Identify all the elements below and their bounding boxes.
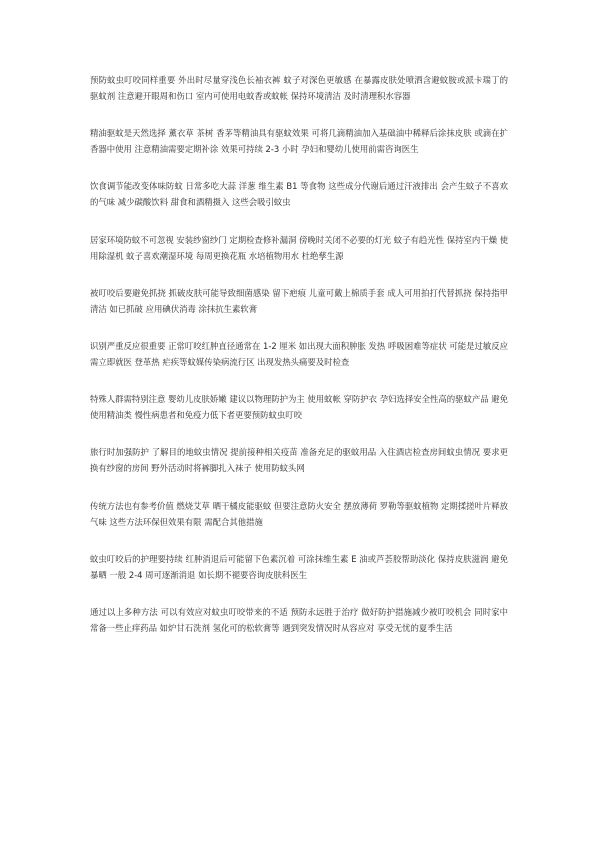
- paragraph-diet: 饮食调节能改变体味防蚊 日常多吃大蒜 洋葱 维生素 B1 等食物 这些成分代谢后通过汗液排出 会产生蚊子不喜欢的气味 减少碳酸饮料 甜食和酒精摄入 这些会吸引蚊虫: [90, 181, 508, 208]
- paragraph-severe-reactions: 识别严重反应很重要 正常叮咬红肿直径通常在 1-2 厘米 如出现大面积肿胀 发热 呼吸困难等症状 可能是过敏反应 需立即就医 登革热 疟疾等蚊媒传染病流行区 出现发热头痛要及时检查: [90, 340, 508, 368]
- paragraph-travel: 旅行时加强防护 了解目的地蚊虫情况 提前接种相关疫苗 准备充足的驱蚊用品 入住酒店检查房间蚊虫情况 要求更换有纱窗的房间 野外活动时将裤脚扎入袜子 使用防蚊头网: [90, 447, 508, 474]
- paragraph-traditional-methods: 传统方法也有参考价值 燃烧艾草 晒干橘皮能驱蚊 但要注意防火安全 摆放薄荷 罗勒等驱蚊植物 定期揉搓叶片释放气味 这些方法环保但效果有限 需配合其他措施: [90, 500, 508, 527]
- paragraph-special-groups: 特殊人群需特别注意 婴幼儿皮肤娇嫩 建议以物理防护为主 使用蚊帐 穿防护衣 孕妇选择安全性高的驱蚊产品 避免使用精油类 慢性病患者和免疫力低下者更要预防蚊虫叮咬: [90, 394, 508, 421]
- paragraph-aftercare: 蚊虫叮咬后的护理要持续 红肿消退后可能留下色素沉着 可涂抹维生素 E 油或芦荟胶帮助淡化 保持皮肤滋润 避免暴晒 一般 2-4 周可逐渐消退 如长期不褪要咨询皮肤科医生: [90, 553, 508, 580]
- document-body: [90, 72, 508, 657]
- paragraph-essential-oils: 精油驱蚊是天然选择 薰衣草 茶树 香茅等精油具有驱蚊效果 可将几滴精油加入基础油中稀释后涂抹皮肤 或滴在扩香器中使用 注意精油需要定期补涂 效果可持续 2-3 小时 孕妇和婴幼儿使用前需咨询医生: [90, 128, 508, 155]
- paragraph-avoid-scratching: 被叮咬后要避免抓挠 抓破皮肤可能导致细菌感染 留下疤痕 儿童可戴上棉质手套 成人可用拍打代替抓挠 保持指甲清洁 如已抓破 应用碘伏消毒 涂抹抗生素软膏: [90, 287, 508, 314]
- paragraph-home-environment: 居家环境防蚊不可忽视 安装纱窗纱门 定期检查修补漏洞 傍晚时关闭不必要的灯光 蚊子有趋光性 保持室内干燥 使用除湿机 蚊子喜欢潮湿环境 每周更换花瓶 水培植物用水 杜绝孳生源: [90, 234, 508, 261]
- paragraph-conclusion: 通过以上多种方法 可以有效应对蚊虫叮咬带来的不适 预防永远胜于治疗 做好防护措施减少被叮咬机会 同时家中常备一些止痒药品 如炉甘石洗剂 氢化可的松软膏等 遇到突发情况时从容应对 享受无忧的夏季生活: [90, 606, 508, 633]
- paragraph-prevention: 预防蚊虫叮咬同样重要 外出时尽量穿浅色长袖衣裤 蚊子对深色更敏感 在暴露皮肤处喷洒含避蚊胺或派卡瑞丁的驱蚊剂 注意避开眼周和伤口 室内可使用电蚊香或蚊帐 保持环境清洁 及时清理积水容器: [90, 75, 508, 102]
